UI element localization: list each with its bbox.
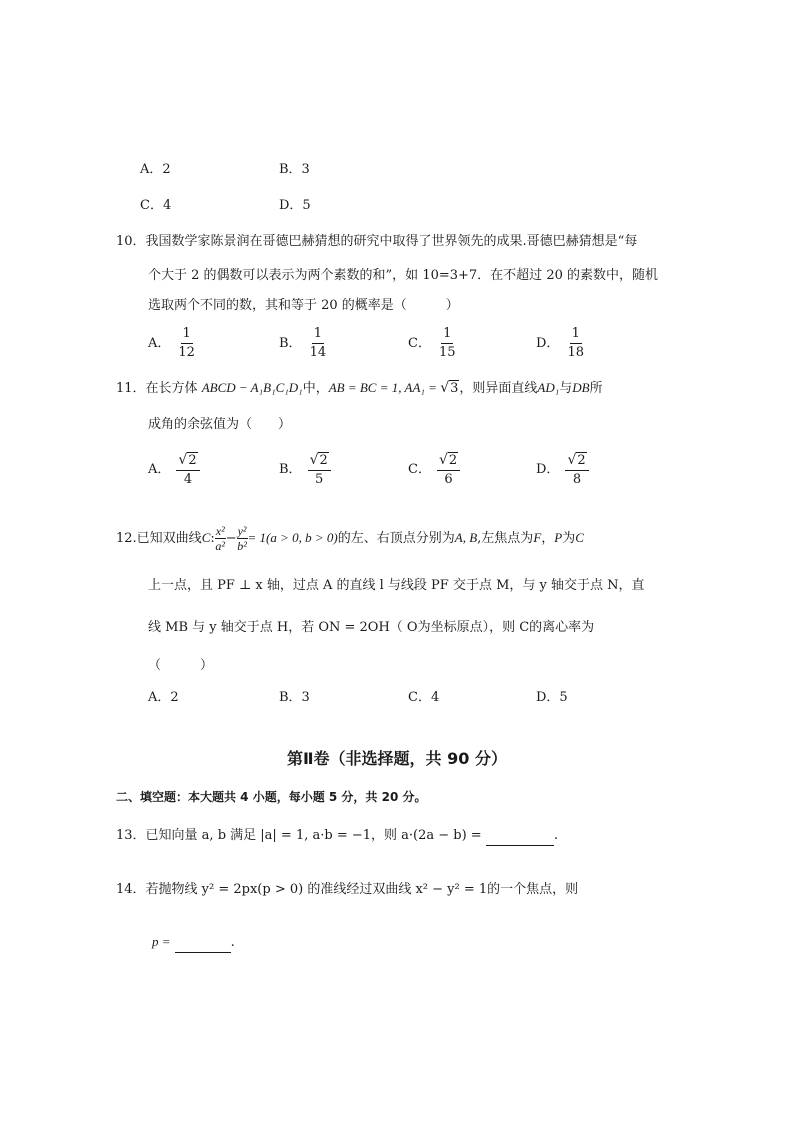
denominator: 12	[178, 345, 195, 360]
numerator: 1	[570, 326, 582, 344]
option-label: A．	[148, 335, 171, 351]
q12-line-2: 上一点，且 PF ⊥ x 轴，过点 A 的直线 l 与线段 PF 交于点 M，与 y 轴交于点 N，直	[148, 578, 645, 593]
numerator: √2	[308, 452, 331, 471]
q11-line-ad1: AD₁	[537, 380, 560, 395]
q10-line-1: 10．我国数学家陈景润在哥德巴赫猜想的研究中取得了世界领先的成果.哥德巴赫猜想是“每	[116, 234, 638, 249]
q10-option-a	[148, 326, 197, 361]
option-label: B．	[279, 462, 302, 477]
numerator: 1	[181, 326, 193, 344]
option-label: B．	[279, 335, 302, 351]
fraction-x: $\frac{\text{x²}}{\text{a²}}$	[215, 524, 226, 553]
q11-line-db: DB	[572, 380, 590, 395]
fraction	[176, 326, 197, 361]
q11-tail-1: ，则异面直线	[459, 381, 538, 396]
q12-option-d: D．5	[536, 690, 568, 705]
fraction	[565, 326, 586, 361]
denominator: 18	[567, 345, 584, 360]
q10-option-b	[279, 326, 328, 361]
q11-option-c	[408, 452, 460, 488]
q12-prefix: 12.已知双曲线	[116, 531, 202, 546]
q12-option-a: A．2	[148, 690, 179, 705]
option-label: D．	[536, 462, 560, 477]
option-label: D．	[536, 335, 560, 351]
q12-text-3: ，	[541, 531, 555, 546]
q12-focus-f: F	[533, 530, 542, 545]
q12-option-b: B．3	[279, 690, 310, 705]
q11-condition: AB = BC = 1, AA₁ =	[328, 380, 441, 395]
q10-option-d	[536, 326, 586, 361]
q12-line-1	[116, 524, 584, 553]
q12-text-1: 的左、右顶点分别为	[337, 531, 455, 546]
q12-condition: = 1(a > 0, b > 0)	[247, 530, 338, 545]
numerator: √2	[176, 452, 199, 471]
q11-option-a	[148, 452, 200, 488]
q13-answer-blank[interactable]	[486, 831, 554, 846]
q11-tail-2: 与	[559, 381, 573, 396]
q13-text: 13．已知向量 a, b 满足 |a| = 1, a·b = −1，则 a·(2a − b) =	[116, 828, 482, 843]
numerator: 1	[441, 326, 453, 344]
q12-curve-c-2: C	[575, 530, 584, 545]
q12-point-p: P	[554, 530, 563, 545]
q14-period: .	[230, 935, 235, 950]
q14-p-equals: p =	[152, 934, 171, 949]
fraction	[437, 452, 460, 488]
q10-line-2: 个大于 2 的偶数可以表示为两个素数的和”，如 10=3+7．在不超过 20 的素数中，随机	[148, 268, 658, 283]
denominator: 15	[438, 345, 456, 360]
q11-line-2: 成角的余弦值为（ ）	[148, 417, 292, 432]
numerator: 1	[312, 326, 324, 344]
q9-option-b: B．3	[279, 162, 310, 177]
section-title: 第Ⅱ卷（非选择题，共 90 分）	[287, 749, 507, 768]
q12-text-4: 为	[562, 531, 576, 546]
denominator: 5	[315, 472, 324, 487]
q12-colon: :	[210, 531, 215, 546]
q12-points-ab: A, B	[454, 530, 478, 545]
q10-line-3: 选取两个不同的数，其和等于 20 的概率是（ ）	[148, 298, 459, 313]
q14-line-1: 14．若抛物线 y² = 2px(p > 0) 的准线经过双曲线 x² − y² = 1的一个焦点，则	[116, 882, 579, 897]
q12-minus: −	[225, 531, 237, 546]
denominator: 8	[572, 472, 582, 487]
q14-answer-blank[interactable]	[175, 938, 231, 953]
q11-line-1	[116, 378, 603, 399]
option-label: C．	[408, 462, 431, 477]
q12-line-4: （ ）	[148, 658, 214, 673]
fraction	[176, 452, 199, 488]
numerator: √2	[437, 452, 460, 471]
q9-option-c: C．4	[140, 198, 172, 213]
q11-mid: 中，	[302, 381, 329, 396]
denominator: 6	[444, 472, 453, 487]
section-heading: 二、填空题：本大题共 4 小题，每小题 5 分，共 20 分。	[116, 790, 427, 804]
q13-line	[116, 826, 558, 846]
q14-line-2	[152, 932, 235, 953]
q12-text-2: ,左焦点为	[477, 531, 534, 546]
option-label: A．	[148, 462, 171, 477]
q11-option-b	[279, 452, 331, 488]
fraction	[308, 326, 329, 361]
fraction	[308, 452, 331, 488]
denominator: 4	[183, 472, 193, 487]
q9-option-d: D．5	[279, 198, 311, 213]
q12-curve-c: C	[201, 530, 211, 545]
q9-option-a: A．2	[140, 162, 171, 177]
q12-option-c: C．4	[408, 690, 440, 705]
q11-prefix: 11．在长方体	[116, 381, 198, 396]
fraction-y: $\frac{\text{y²}}{\text{b²}}$	[237, 524, 247, 553]
fraction	[437, 326, 458, 361]
q11-solid: ABCD − A₁B₁C₁D₁	[201, 380, 303, 395]
denominator: 14	[309, 345, 327, 360]
fraction	[565, 452, 588, 488]
option-label: C．	[408, 335, 431, 351]
q11-option-d	[536, 452, 589, 488]
numerator: √2	[565, 452, 588, 471]
sqrt-3: √3	[440, 380, 459, 396]
q13-period: .	[553, 828, 558, 843]
q10-option-c	[408, 326, 458, 361]
q11-tail-3: 所	[589, 381, 603, 396]
q12-line-3: 线 MB 与 y 轴交于点 H，若 ON = 2OH（ O为坐标原点），则 C的离心率为	[148, 620, 595, 635]
